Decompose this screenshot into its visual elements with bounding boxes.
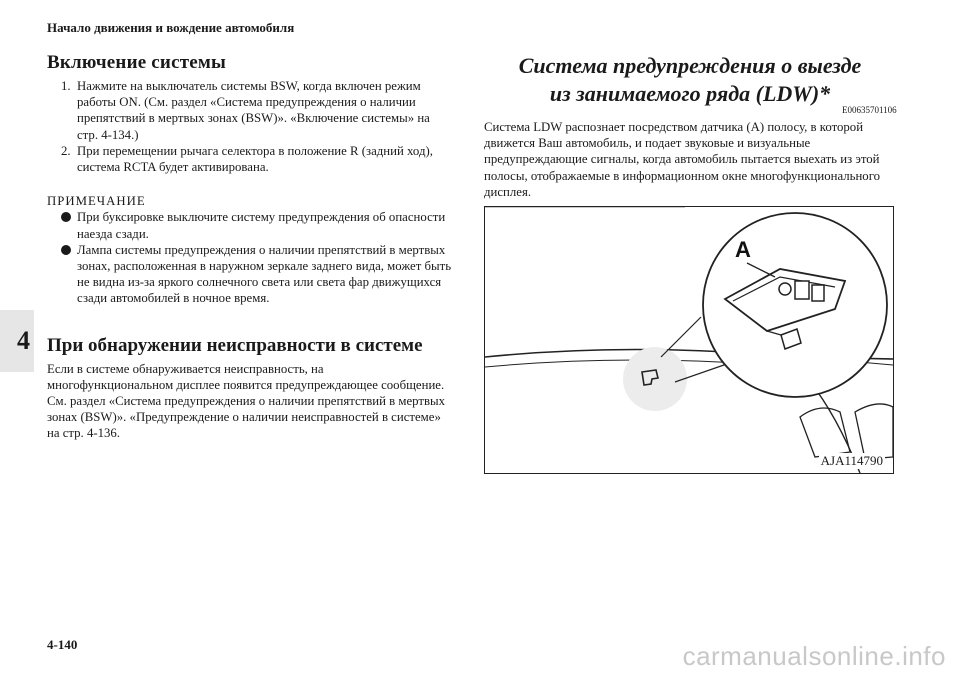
- note-text: При буксировке выключите систему предупреждения об опасности наезда сзади.: [77, 210, 446, 241]
- step-number: 2.: [61, 143, 71, 158]
- note-list: [47, 209, 452, 306]
- note-text: Лампа системы предупреждения о наличии препятствий в мертвых зонах, расположенная в наружном зеркале заднего вида, может быть не видна из-за яркого солнечного света или света фар движущихся сзади автомобилей в ночное время.: [77, 242, 452, 306]
- list-item: [47, 242, 452, 307]
- bullet-icon: [61, 212, 71, 222]
- step-text: При перемещении рычага селектора в положение R (задний ход), система RCTA будет активирована.: [77, 143, 433, 175]
- paragraph: Если в системе обнаруживается неисправность, на многофункциональном дисплее появится предупреждающее сообщение.: [47, 361, 445, 392]
- figure-ldw-sensor: [484, 206, 894, 474]
- left-column: [47, 52, 452, 442]
- step-number: 1.: [61, 79, 71, 93]
- watermark: carmanualsonline.info: [682, 641, 946, 671]
- callout-label-a: A: [735, 237, 751, 262]
- section-title-ldw: [478, 52, 902, 108]
- note-heading: ПРИМЕЧАНИЕ: [47, 194, 146, 209]
- paragraph: Система LDW распознает посредством датчика (A) полосу, в которой движется Ваш автомобиль, и подает звуковые и визуальные предупреждающие сигналы, когда автомобиль пытается выехать из этой полосы, отображаемые в информационном окне многофункционального дисплея.: [484, 120, 881, 199]
- list-item: [47, 209, 452, 241]
- chapter-tab: [0, 310, 34, 372]
- paragraph: См. раздел «Система предупреждения о наличии препятствий в мертвых зонах (BSW)». «Предупреждение о наличии неисправностей в системе» на стр. 4-136.: [47, 394, 446, 441]
- chapter-number: 4: [17, 326, 30, 355]
- section-title-malfunction: При обнаружении неисправности в системе: [47, 334, 423, 356]
- title-line: из занимаемого ряда (LDW)*: [549, 81, 831, 106]
- bullet-icon: [61, 245, 71, 255]
- section-code: E00635701106: [842, 105, 897, 115]
- title-line: Система предупреждения о выезде: [518, 53, 862, 78]
- section-title-enable-system: Включение системы: [47, 52, 227, 73]
- list-item: [47, 78, 452, 143]
- steps-list: [47, 78, 452, 175]
- figure-illustration: [485, 207, 893, 473]
- figure-id: AJA114790: [820, 453, 883, 468]
- step-text: Нажмите на выключатель системы BSW, когда включен режим работы ON. (См. раздел «Система предупреждения о наличии препятствий в мертвых зонах (BSW)». «Включение системы» на стр. 4-134.): [77, 79, 430, 142]
- page-number: 4-140: [47, 637, 78, 652]
- running-head: Начало движения и вождение автомобиля: [47, 20, 295, 35]
- list-item: [47, 143, 452, 175]
- note-block: [47, 193, 452, 306]
